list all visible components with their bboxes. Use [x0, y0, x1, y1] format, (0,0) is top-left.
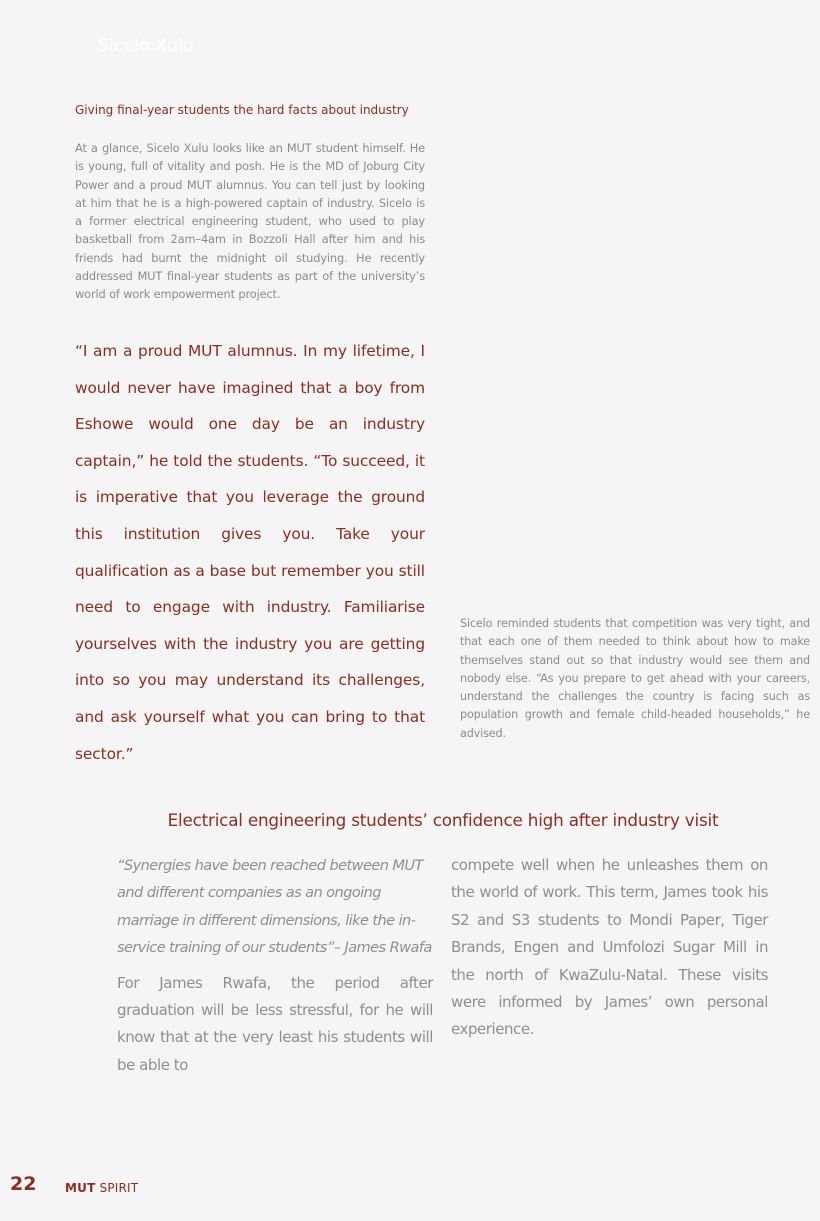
body-paragraph-left: For James Rwafa, the period after graduation will be less stressful, for he will know that at the very least his students will be able to [117, 973, 433, 1074]
article-title: Electrical engineering students’ confidence high after industry visit [167, 810, 719, 830]
left-column [117, 852, 433, 1079]
person-name-tag: Sicelo Xulu [98, 36, 194, 56]
article-subheading: Giving final-year students the hard facts about industry [75, 103, 409, 117]
intro-paragraph: At a glance, Sicelo Xulu looks like an MUT student himself. He is young, full of vitality and posh. He is the MD of Joburg City Power and a proud MUT alumnus. You can tell just by looking at him that he is a high-powered captain of industry. Sicelo is a former electrical engineering student, who used to play basketball from 2am–4am in Bozzoli Hall after him and his friends had burnt the midnight oil studying. He recently addressed MUT final-year students as part of the university’s world of work empowerment project. [75, 141, 425, 302]
body-paragraph-right: compete well when he unleashes them on the world of work. This term, James took his S2 and S3 students to Mondi Paper, Tiger Brands, Engen and Umfolozi Sugar Mill in the north of KwaZulu-Natal. These visits were informed by James’ own personal experience. [451, 856, 768, 1039]
side-paragraph: Sicelo reminded students that competition was very tight, and that each one of them needed to think about how to make themselves stand out so that industry would see them and nobody else. “As you prepare to get ahead with your careers, understand the challenges the country is facing such as population growth and female child-headed households,” he advised. [460, 617, 810, 740]
italic-quote: “Synergies have been reached between MUT and different companies as an ongoing marriage in different dimensions, like the in-service training of our students”– James Rwafa [117, 857, 432, 957]
magazine-name-regular: SPIRIT [95, 1181, 139, 1195]
magazine-name-bold: MUT [65, 1181, 96, 1195]
right-column [451, 852, 768, 1044]
pull-quote: “I am a proud MUT alumnus. In my lifetime, I would never have imagined that a boy from Eshowe would one day be an industry captain,” he told the students. “To succeed, it is imperative that you leverage the ground this institution gives you. Take your qualification as a base but remember you still need to engage with industry. Familiarise yourselves with the industry you are getting into so you may understand its challenges, and ask yourself what you can bring to that sector.” [75, 342, 425, 763]
page-number: 22 [10, 1173, 37, 1195]
magazine-name [65, 1181, 138, 1195]
